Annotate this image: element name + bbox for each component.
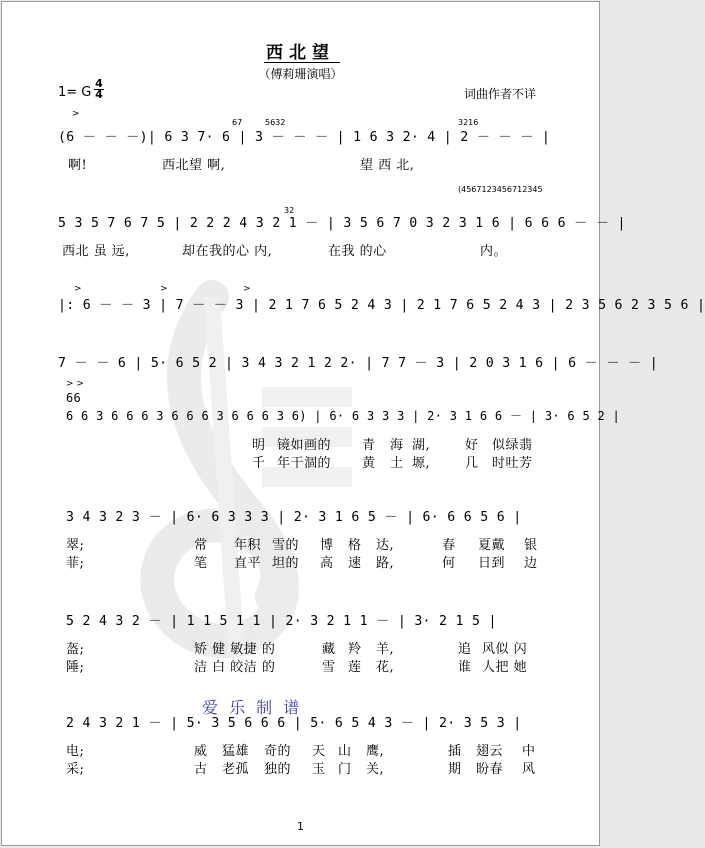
notation-prefix: 66: [66, 391, 82, 405]
lyric: 边: [524, 556, 538, 571]
lyric: 笔: [194, 556, 208, 571]
lyric: 路,: [376, 556, 395, 571]
lyric: 塬,: [412, 456, 431, 471]
lyric: 土: [390, 456, 404, 471]
lyric: 奇的: [264, 744, 292, 759]
lyric: 直平: [234, 556, 262, 571]
lyric: 何: [442, 556, 456, 571]
lyric: 坦的: [272, 556, 300, 571]
lyric: 常: [194, 538, 208, 553]
lyric: 银: [524, 538, 538, 553]
lyric: 盼春: [476, 762, 504, 777]
title-underline: [264, 62, 340, 63]
notation-line-5: 6 6 3 6 6 6 3 6 6 6 3 6 6 6 3 6) | 6· 6 3 3 3 | 2· 3 1 6 6 － | 3· 6 5 2 |: [66, 409, 621, 423]
lyric: 天: [312, 744, 326, 759]
lyric: 在我 的心: [328, 244, 387, 259]
lyric: 啊!: [68, 158, 88, 173]
lyric: 鹰,: [366, 744, 385, 759]
lyric: 镜如画的: [277, 438, 332, 453]
lyric: 风似 闪: [482, 642, 528, 657]
time-signature-top: 4: [95, 77, 103, 90]
lyric: 菲;: [66, 556, 85, 571]
lyric: 洁 白 皎洁 的: [194, 660, 276, 675]
lyric: 关,: [366, 762, 385, 777]
lyric: 风: [522, 762, 536, 777]
accent-mark: >: [72, 109, 80, 119]
lyric: 春: [442, 538, 456, 553]
performer-line: （傅莉珊演唱）: [258, 67, 343, 81]
lyric: 古: [194, 762, 208, 777]
lyric: 门: [338, 762, 352, 777]
lyric: 年干涸的: [277, 456, 332, 471]
lyric: 格: [348, 538, 362, 553]
accent-mark: >: [243, 284, 251, 294]
lyric: 明: [252, 438, 266, 453]
lyric: 海: [390, 438, 404, 453]
lyric: 内。: [480, 244, 508, 259]
grace-note: 67: [232, 118, 243, 127]
lyric: 博: [320, 538, 334, 553]
lyric: 陲;: [66, 660, 85, 675]
page-number: 1: [297, 820, 304, 833]
lyric: 威: [194, 744, 208, 759]
grace-note: 32: [284, 206, 295, 215]
grace-note: (4567123456712345: [458, 185, 543, 194]
lyric: 盔;: [66, 642, 85, 657]
notation-line-4: 7 － － 6 | 5· 6 5 2 | 3 4 3 2 1 2 2· | 7 7 － 3 | 2 0 3 1 6 | 6 － － － |: [58, 356, 659, 371]
lyric: 雪: [322, 660, 336, 675]
accent-mark: >: [160, 284, 168, 294]
lyric: 翠;: [66, 538, 85, 553]
lyric: 雪的: [272, 538, 300, 553]
score-page: [1, 1, 705, 846]
time-signature-bottom: 4: [95, 88, 103, 101]
lyric: 望 西 北,: [360, 158, 415, 173]
lyric: 好: [465, 438, 479, 453]
lyric: 几: [465, 456, 479, 471]
lyric: 湖,: [412, 438, 431, 453]
notation-line-6: 3 4 3 2 3 － | 6· 6 3 3 3 | 2· 3 1 6 5 － | 6· 6 6 5 6 |: [66, 510, 522, 525]
lyric: 高: [320, 556, 334, 571]
lyric: 独的: [264, 762, 292, 777]
lyric: 似绿翡: [492, 438, 533, 453]
lyric: 矫 健 敏捷 的: [194, 642, 276, 657]
lyric: 玉: [312, 762, 326, 777]
lyric: 人把 她: [482, 660, 528, 675]
lyric: 黄: [362, 456, 376, 471]
lyric: 期: [448, 762, 462, 777]
lyric: 莲: [348, 660, 362, 675]
lyric: 插: [448, 744, 462, 759]
accent-mark: > >: [66, 379, 84, 389]
lyric: 年积: [234, 538, 262, 553]
lyric: 夏戴: [478, 538, 506, 553]
lyric: 千: [252, 456, 266, 471]
lyric: 西北望 啊,: [162, 158, 226, 173]
notation-line-8: 2 4 3 2 1 － | 5· 3 5 6 6 6 | 5· 6 5 4 3 － | 2· 3 5 3 |: [66, 716, 522, 731]
key-signature: 1= G: [58, 85, 92, 100]
lyric: 电;: [66, 744, 85, 759]
lyric: 羊,: [376, 642, 395, 657]
lyric: 追: [458, 642, 472, 657]
lyric: 青: [362, 438, 376, 453]
notation-line-1: (6 － － －)| 6 3 7· 6 | 3 － － － | 1 6 3 2· 4 | 2 － － － |: [58, 130, 551, 145]
watermark-text: 爱 乐 制 谱: [202, 698, 303, 717]
lyric: 日到: [478, 556, 506, 571]
lyric: 时吐芳: [492, 456, 533, 471]
song-title: 西北望: [266, 43, 335, 63]
lyric: 谁: [458, 660, 472, 675]
lyric: 花,: [376, 660, 395, 675]
lyric: 中: [522, 744, 536, 759]
lyric: 速: [348, 556, 362, 571]
lyric: 藏: [322, 642, 336, 657]
grace-note: 5632: [265, 118, 286, 127]
notation-line-7: 5 2 4 3 2 － | 1 1 5 1 1 | 2· 3 2 1 1 － | 3· 2 1 5 |: [66, 614, 497, 629]
lyric: 猛雄: [222, 744, 250, 759]
lyric: 山: [338, 744, 352, 759]
notation-line-3: |: 6 － － 3 | 7 － － 3 | 2 1 7 6 5 2 4 3 | 2 1 7 6 5 2 4 3 | 2 3 5 6 2 3 5 6 |: [58, 298, 705, 313]
composer-credit: 词曲作者不详: [464, 87, 537, 101]
lyric: 老孤: [222, 762, 250, 777]
lyric: 翅云: [476, 744, 504, 759]
grace-note: 3216: [458, 118, 479, 127]
lyric: 采;: [66, 762, 85, 777]
lyric: 却在我的心 内,: [182, 244, 273, 259]
accent-mark: >: [74, 284, 82, 294]
notation-line-2: 5 3 5 7 6 7 5 | 2 2 2 4 3 2 1 － | 3 5 6 7 0 3 2 3 1 6 | 6 6 6 － － |: [58, 216, 626, 231]
time-signature: [94, 79, 104, 100]
lyric: 达,: [376, 538, 395, 553]
lyric: 羚: [348, 642, 362, 657]
lyric: 西北 虽 远,: [62, 244, 130, 259]
